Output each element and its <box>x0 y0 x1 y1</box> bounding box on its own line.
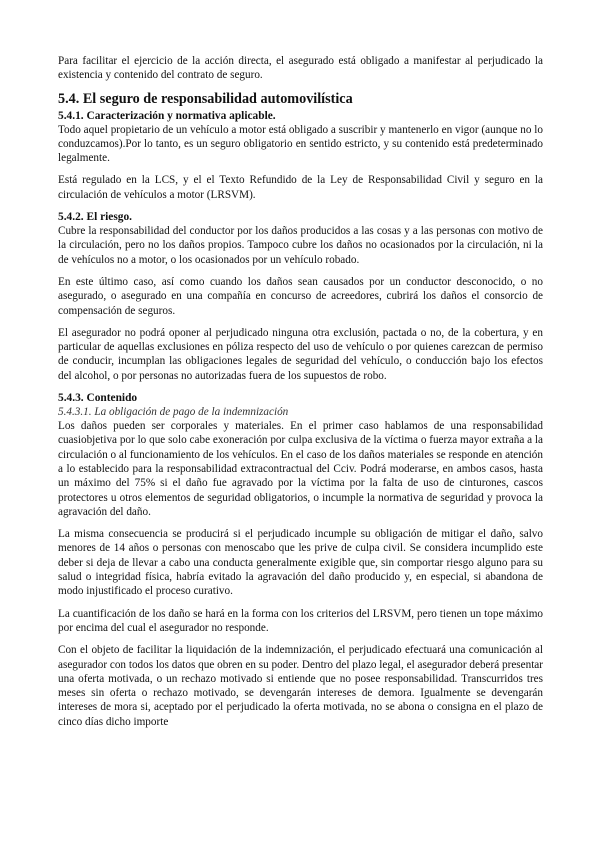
section-title: 5.4. El seguro de responsabilidad automovilística <box>58 90 353 107</box>
subsubsection-title-5431: 5.4.3.1. La obligación de pago de la indemnización <box>58 406 289 419</box>
paragraph-543-1: Los daños pueden ser corporales y materiales. En el primer caso hablamos de una responsabilidad cuasiobjetiva por lo que solo cabe exoneración por culpa exclusiva de la víctima o fuerza mayor extraña a la circulación o al funcionamiento de los vehículos. En el caso de los daños materiales se responde en atención a lo establecido para la responsabilidad extracontractual del Cciv. Podrá moderarse, en ambos casos, hasta un máximo del 75% si el daño fue agravado por la víctima por la falta de uso de cinturones, cascos protectores u otros elementos de seguridad obligatorios, o incumple la normativa de seguridad y provoca la agravación del daño. <box>58 420 543 518</box>
paragraph-542-2: En este último caso, así como cuando los daños sean causados por un conductor desconocido, o no asegurado, o asegurado en una compañía en concurso de acreedores, cubrirá los daños el consorcio de compensación de seguros. <box>58 275 543 317</box>
document-page <box>58 54 543 737</box>
subsection-title-543: 5.4.3. Contenido <box>58 392 138 405</box>
subsection-title-541: 5.4.1. Caracterización y normativa aplicable. <box>58 109 276 122</box>
paragraph-543-3: La cuantificación de los daño se hará en la forma con los criterios del LRSVM, pero tienen un tope máximo por encima del cual el asegurador no responde. <box>58 607 543 634</box>
subsection-title-542: 5.4.2. El riesgo. <box>58 211 133 224</box>
paragraph-541-2: Está regulado en la LCS, y el el Texto Refundido de la Ley de Responsabilidad Civil y seguro en la circulación de vehículos a motor (LRSVM). <box>58 174 543 201</box>
paragraph-543-2: La misma consecuencia se producirá si el perjudicado incumple su obligación de mitigar el daño, salvo menores de 14 años o personas con menoscabo que les prive de culpa civil. Se considera incumplido este deber si deja de llevar a cabo una conducta generalmente exigible que, sin comportar riesgo alguno para su salud o integridad física, habría evitado la agravación del daño producido y, en especial, si abandona de modo injustificado el proceso curativo. <box>58 528 543 598</box>
paragraph-542-1: Cubre la responsabilidad del conductor por los daños producidos a las cosas y a las personas con motivo de la circulación, pero no los daños propios. Tampoco cubre los daños no ocasionados por la circulación, ni la de vehículos no a motor, o los ocasionados por un vehículo robado. <box>58 225 543 266</box>
paragraph-543-4: Con el objeto de facilitar la liquidación de la indemnización, el perjudicado efectuará una comunicación al asegurador con todos los datos que obren en su poder. Dentro del plazo legal, el asegurador deberá presentar una oferta motivada, o un rechazo motivado si entiende que no posee responsabilidad. Transcurridos tres meses sin oferta o rechazo motivado, se devengarán intereses de demora. Igualmente se devengarán intereses de mora si, aceptado por el perjudicado la oferta motivada, no se abona o consigna en el plazo de cinco días dicho importe <box>58 644 543 728</box>
paragraph-542-3: El asegurador no podrá oponer al perjudicado ninguna otra exclusión, pactada o no, de la cobertura, y en particular de aquellas exclusiones en póliza respecto del uso de vehículo o por quienes carezcan de permiso de conducir, incumplan las obligaciones legales de seguridad del vehículo, o conducción bajo los efectos del alcohol, o por personas no autorizadas fuera de los supuestos de robo. <box>58 326 543 382</box>
paragraph-541-1: Todo aquel propietario de un vehículo a motor está obligado a suscribir y mantenerlo en vigor (aunque no lo conduzcamos).Por lo tanto, es un seguro obligatorio en sentido estricto, y su contenido está predeterminado legalmente. <box>58 123 543 165</box>
intro-paragraph: Para facilitar el ejercicio de la acción directa, el asegurado está obligado a manifestar al perjudicado la existencia y contenido del contrato de seguro. <box>58 55 543 82</box>
